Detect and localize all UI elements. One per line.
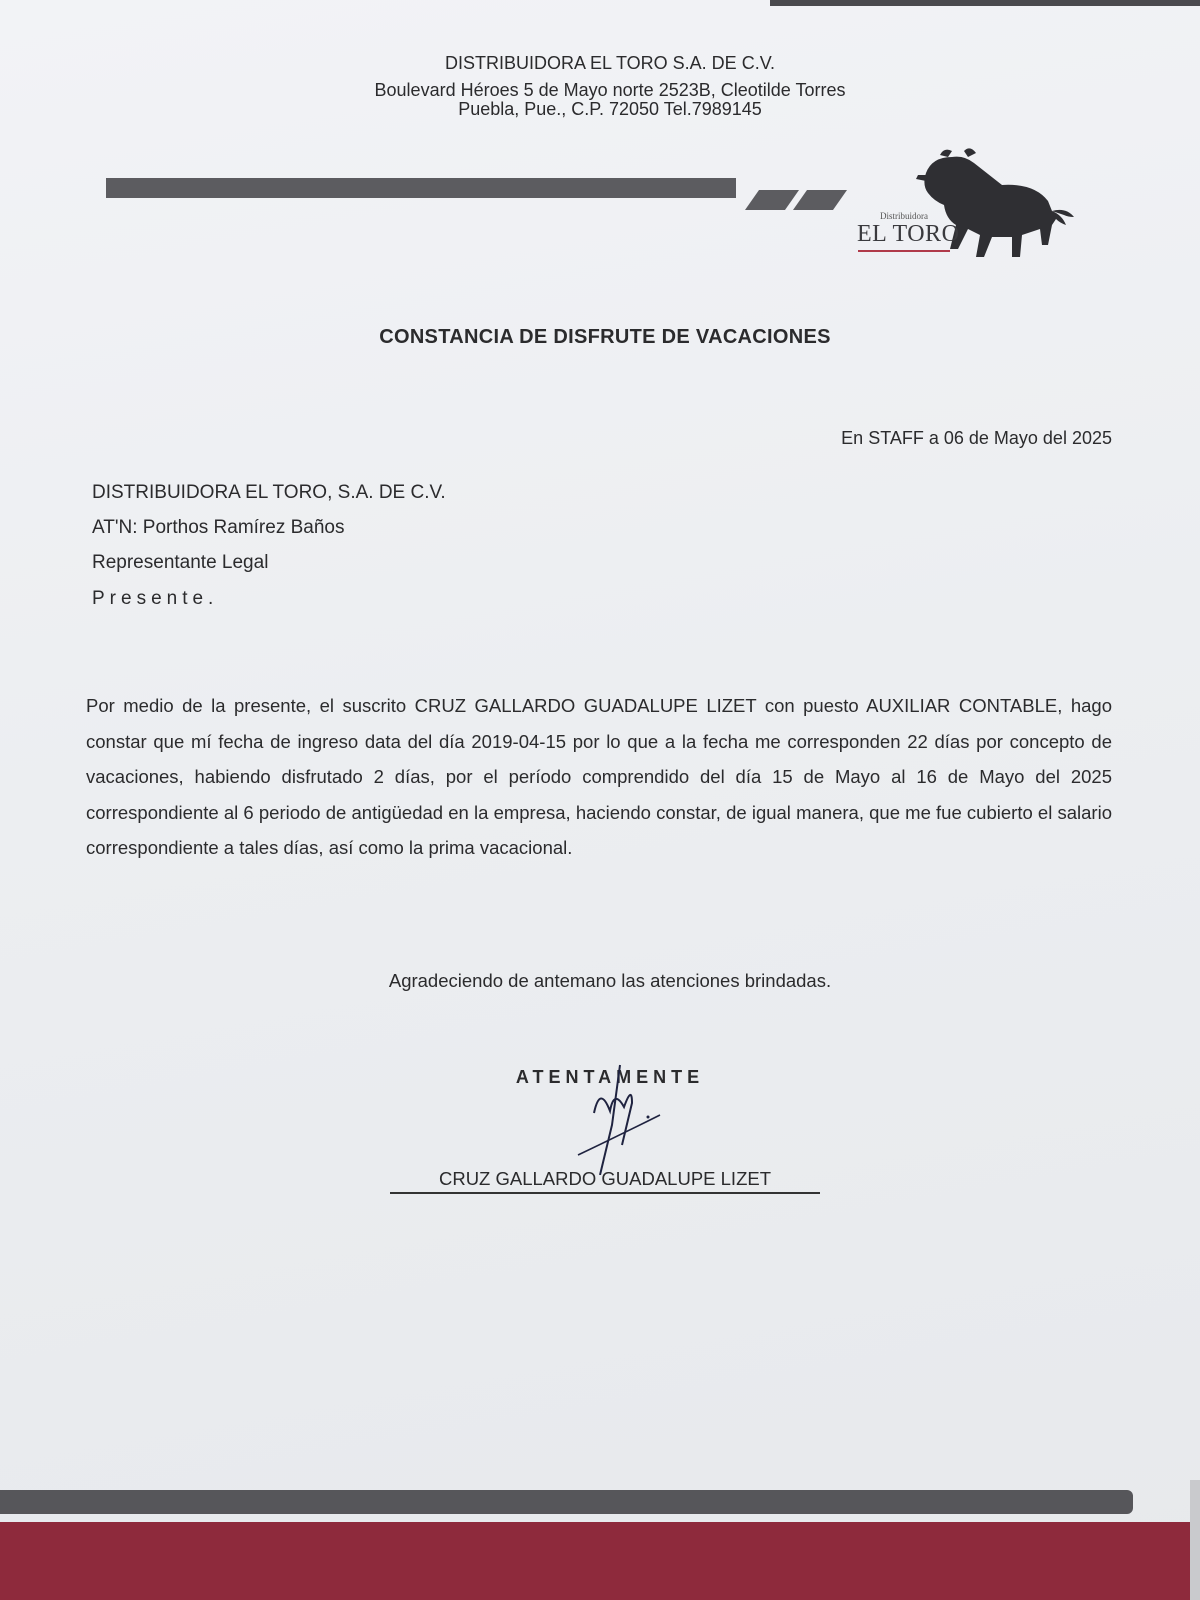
- signature-line: [390, 1192, 820, 1194]
- footer-maroon-band: [0, 1522, 1190, 1600]
- handwritten-signature: [560, 1055, 680, 1175]
- signer-name: CRUZ GALLARDO GUADALUPE LIZET: [438, 1168, 772, 1189]
- document-title: CONSTANCIA DE DISFRUTE DE VACACIONES: [379, 326, 831, 348]
- footer-gray-bar: [0, 1490, 1133, 1514]
- company-name: DISTRIBUIDORA EL TORO S.A. DE C.V.: [444, 53, 776, 73]
- company-address-line1: Boulevard Héroes 5 de Mayo norte 2523B, Cleotilde Torres: [374, 80, 846, 100]
- logo-tagline-rule: [858, 250, 950, 252]
- thanks-line: Agradeciendo de antemano las atenciones brindadas.: [388, 970, 832, 991]
- date-line: En STAFF a 06 de Mayo del 2025: [841, 428, 1112, 448]
- page-edge: [1190, 1480, 1200, 1600]
- body-paragraph: Por medio de la presente, el suscrito CRUZ GALLARDO GUADALUPE LIZET con puesto AUXILIAR CONTABLE, hago constar que mí fecha de ingreso data del día 2019-04-15 por lo que a la fecha me corresponden 22 días por concepto de vacaciones, habiendo disfrutado 2 días, por el período comprendido del día 15 de Mayo al 16 de Mayo del 2025 correspondiente al 6 periodo de antigüedad en la empresa, haciendo constar, de igual manera, que me fue cubierto el salario correspondiente a tales días, así como la prima vacacional.: [86, 695, 1112, 858]
- logo-name: EL TORO: [857, 221, 960, 247]
- company-logo: [852, 145, 1082, 270]
- header-divider-bar: [106, 178, 736, 198]
- recipient-company: DISTRIBUIDORA EL TORO, S.A. DE C.V.: [92, 482, 446, 503]
- recipient-attention: AT'N: Porthos Ramírez Baños: [92, 517, 345, 538]
- closing-word: ATENTAMENTE: [515, 1067, 705, 1087]
- background-edge: [770, 0, 1200, 6]
- logo-small-text: Distribuidora: [880, 211, 928, 221]
- header-divider-tab: [793, 190, 847, 210]
- header-divider-tab: [745, 190, 799, 210]
- recipient-role: Representante Legal: [92, 552, 269, 573]
- company-address-line2: Puebla, Pue., C.P. 72050 Tel.7989145: [458, 99, 762, 119]
- recipient-presente: Presente.: [92, 588, 219, 609]
